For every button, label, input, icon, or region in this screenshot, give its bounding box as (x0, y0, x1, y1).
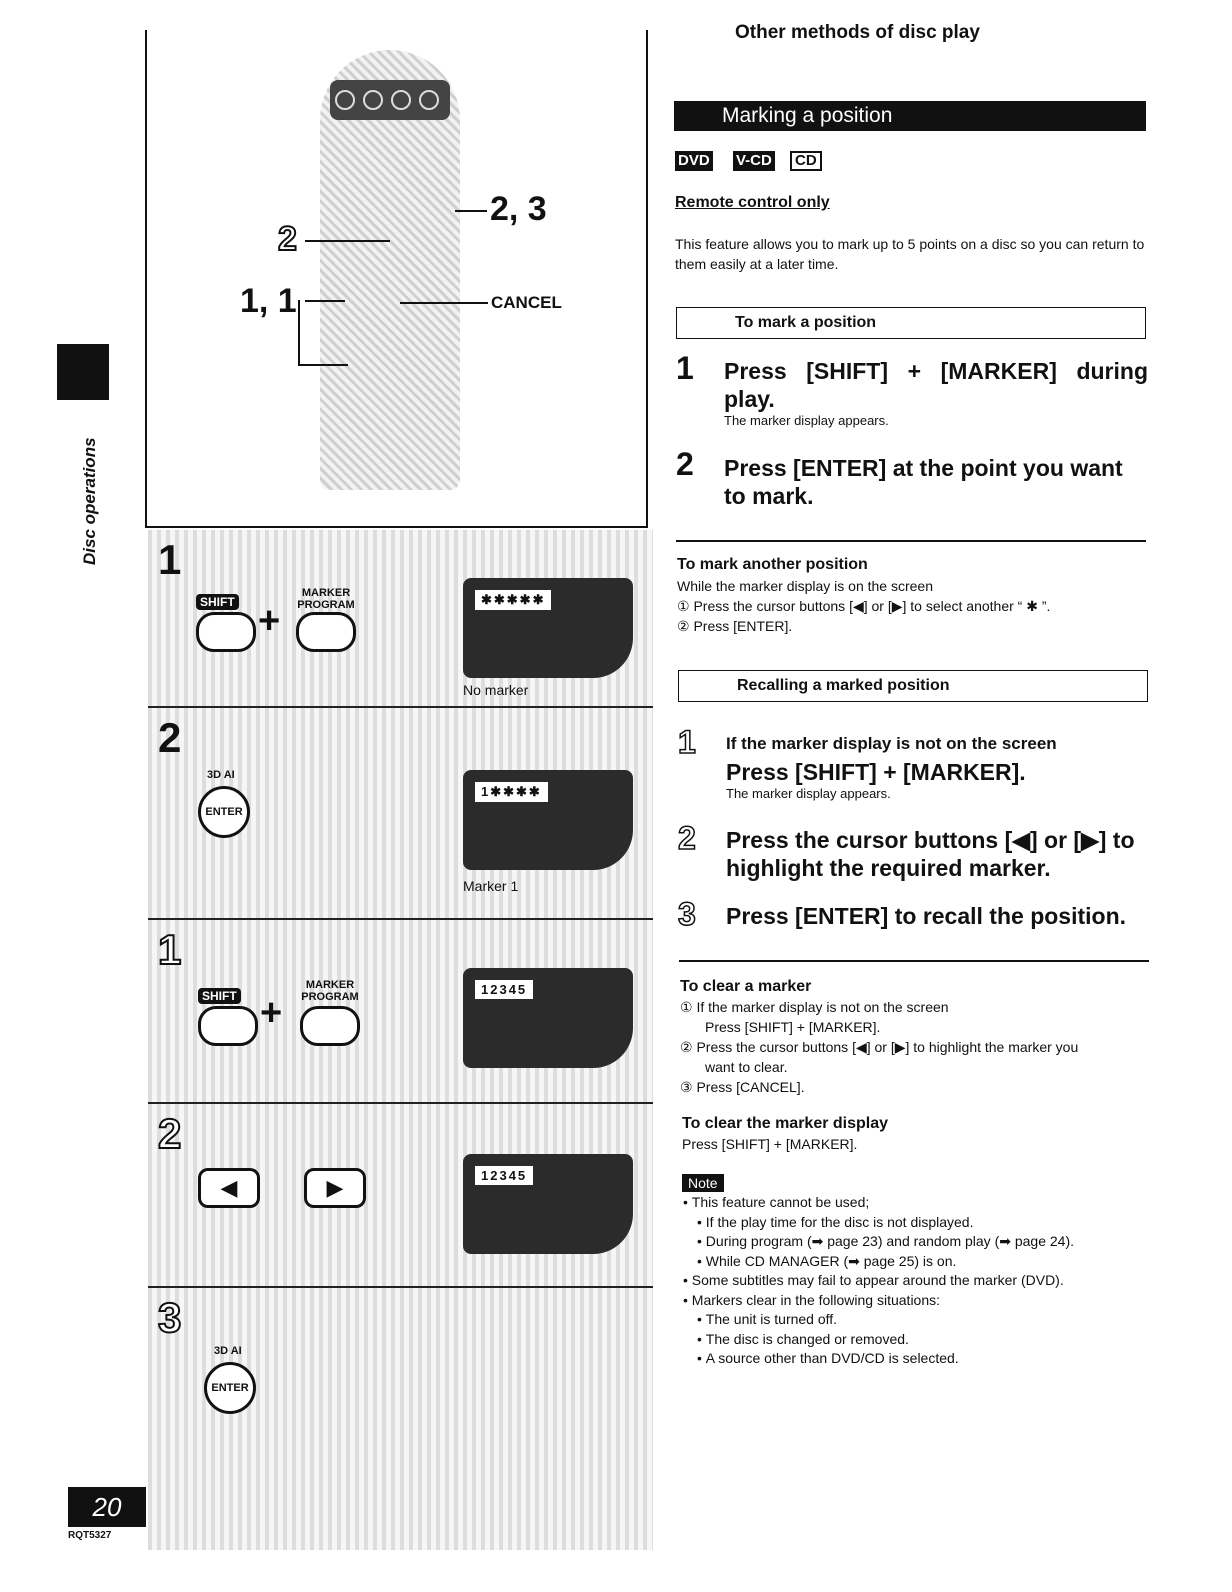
cursor-right-button: ▶ (304, 1168, 366, 1208)
marker-program-label: MARKER PROGRAM (297, 587, 355, 611)
tv-screen (463, 968, 633, 1068)
illus-step-4 (148, 1104, 653, 1288)
note-item: • A source other than DVD/CD is selected. (683, 1349, 1074, 1369)
illus-step-3 (148, 920, 653, 1104)
mark-heading: To mark a position (676, 307, 1146, 339)
page-number: 20 (68, 1487, 146, 1527)
screen-caption: Marker 1 (463, 878, 519, 894)
callout-1-1: 1, 1 (240, 282, 297, 320)
clear-display-heading: To clear the marker display (682, 1115, 889, 1132)
illus-step-5 (148, 1288, 653, 1550)
another-line-3: ② Press [ENTER]. (677, 618, 793, 634)
note-item: • During program (➡ page 23) and random play (➡ page 24). (683, 1232, 1074, 1252)
section-header: Other methods of disc play (735, 22, 980, 43)
enter-button: ENTER (198, 786, 250, 838)
shift-label: SHIFT (196, 594, 239, 610)
shift-button (198, 1006, 258, 1046)
note-label: Note (682, 1174, 724, 1192)
marker-button (296, 612, 356, 652)
recall-step-2: Press the cursor buttons [◀] or [▶] to highlight the required marker. (726, 827, 1135, 881)
callout-line (455, 210, 487, 212)
badge-vcd: V-CD (733, 151, 775, 171)
note-item: • Markers clear in the following situations: (683, 1291, 1074, 1311)
another-line-1: While the marker display is on the screen (677, 578, 933, 594)
callout-line (298, 364, 348, 366)
section-tab (57, 344, 109, 400)
note-item: • The disc is changed or removed. (683, 1330, 1074, 1350)
doc-code: RQT5327 (68, 1530, 112, 1541)
callout-line (305, 240, 390, 242)
recall-heading: Recalling a marked position (678, 670, 1148, 702)
note-item: • The unit is turned off. (683, 1310, 1074, 1330)
3d-ai-label: 3D AI (207, 769, 235, 781)
recall-step-3: Press [ENTER] to recall the position. (726, 903, 1127, 929)
steps-illustration (148, 530, 653, 1550)
mark-step-1: Press [SHIFT] + [MARKER] during play. (724, 358, 1148, 412)
callout-2: 2 (278, 220, 297, 258)
clear-line-3: ② Press the cursor buttons [◀] or [▶] to highlight the marker you (680, 1039, 1079, 1055)
illus-step-number: 1 (158, 926, 182, 973)
clear-line-5: ③ Press [CANCEL]. (680, 1079, 805, 1095)
marker-display: 12345 (475, 1166, 533, 1185)
mark-step-2-number: 2 (676, 446, 694, 482)
side-label-text: Disc operations (80, 437, 99, 565)
illus-step-2 (148, 708, 653, 920)
cursor-left-button: ◀ (198, 1168, 260, 1208)
tv-screen (463, 1154, 633, 1254)
mark-step-2: Press [ENTER] at the point you want to mark. (724, 455, 1123, 509)
side-label (60, 410, 120, 570)
callout-cancel: CANCEL (491, 293, 562, 312)
recall-step-3-number: 3 (678, 896, 696, 932)
mark-step-1-number: 1 (676, 350, 694, 386)
tv-screen (463, 770, 633, 870)
recall-step-1-pre: If the marker display is not on the screen (726, 734, 1057, 753)
illus-step-number: 1 (158, 536, 182, 583)
illus-step-1 (148, 530, 653, 708)
illus-step-number: 3 (158, 1294, 182, 1341)
another-line-2: ① Press the cursor buttons [◀] or [▶] to select another “ ✱ ”. (677, 598, 1051, 614)
badge-dvd: DVD (675, 151, 713, 171)
marker-display: 1✱✱✱✱ (475, 782, 548, 802)
divider (676, 540, 1146, 542)
recall-step-1-sub: The marker display appears. (726, 786, 891, 801)
page-title: Marking a position (674, 101, 1146, 131)
callout-line (298, 300, 300, 366)
marker-display: ✱✱✱✱✱ (475, 590, 551, 610)
mark-step-1-sub: The marker display appears. (724, 413, 889, 428)
note-item: • This feature cannot be used; (683, 1193, 1074, 1213)
shift-label: SHIFT (198, 988, 241, 1004)
note-list (683, 1193, 1074, 1369)
remote-top-buttons (330, 80, 450, 120)
callout-2-3: 2, 3 (490, 190, 547, 228)
recall-step-1: Press [SHIFT] + [MARKER]. (726, 759, 1026, 785)
divider (679, 960, 1149, 962)
recall-step-2-number: 2 (678, 820, 696, 856)
3d-ai-label: 3D AI (214, 1345, 242, 1357)
illus-step-number: 2 (158, 714, 182, 761)
clear-line-4: want to clear. (705, 1059, 788, 1075)
intro-text: This feature allows you to mark up to 5 points on a disc so you can return to them easily at a later time. (675, 236, 1145, 272)
enter-button: ENTER (204, 1362, 256, 1414)
shift-button (196, 612, 256, 652)
marker-display: 12345 (475, 980, 533, 999)
tv-screen (463, 578, 633, 678)
marker-program-label: MARKER PROGRAM (301, 979, 359, 1003)
another-heading: To mark another position (677, 556, 868, 573)
screen-caption: No marker (463, 682, 529, 698)
note-item: • Some subtitles may fail to appear around the marker (DVD). (683, 1271, 1074, 1291)
marker-button (300, 1006, 360, 1046)
remote-only-note: Remote control only (675, 194, 830, 211)
badge-cd: CD (790, 151, 822, 171)
clear-display-line: Press [SHIFT] + [MARKER]. (682, 1136, 858, 1152)
illus-step-number: 2 (158, 1110, 182, 1157)
clear-heading: To clear a marker (680, 978, 812, 995)
recall-step-1-number: 1 (678, 724, 696, 760)
callout-line (400, 302, 488, 304)
clear-line-1: ① If the marker display is not on the screen (680, 999, 949, 1015)
plus-sign: + (260, 992, 283, 1034)
note-item: • If the play time for the disc is not displayed. (683, 1213, 1074, 1233)
plus-sign: + (258, 600, 281, 642)
clear-line-2: Press [SHIFT] + [MARKER]. (705, 1019, 881, 1035)
note-item: • While CD MANAGER (➡ page 25) is on. (683, 1252, 1074, 1272)
callout-line (305, 300, 345, 302)
